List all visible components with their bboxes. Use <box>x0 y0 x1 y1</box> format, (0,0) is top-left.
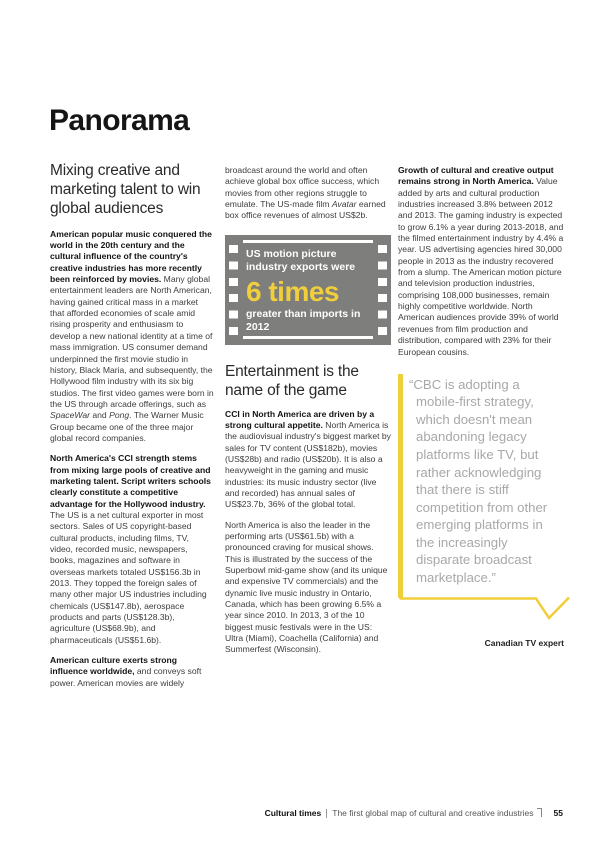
paragraph-soft-power <box>50 655 214 689</box>
footer-divider <box>326 809 327 818</box>
column-left <box>50 162 214 698</box>
pull-quote <box>398 374 564 650</box>
paragraph-us-music <box>50 229 214 445</box>
page-footer <box>50 808 563 818</box>
filmstrip-callout <box>225 235 391 345</box>
paragraph-text: . The Warner Music Group became one of the three major global record companies. <box>50 410 204 443</box>
column-right <box>398 165 564 650</box>
paragraph-lead: American popular music conquered the world in the 20th century and the cultural influence of the country's creative industries has more recently been reinforced by movies. <box>50 228 212 285</box>
paragraph-text: The US is a net cultural exporter in most sectors. Sales of US copyright-based cultural products, including films, TV, video, recorded music, newspapers, books, magazines and software in overseas markets totaled US$156.3b in 2013. They topped the foreign sales of many other major US industries including chemicals (US$147.8b), aerospace products and parts (US$128.3b), agriculture (US$68.9b), and pharmaceuticals (US$51.6b). <box>50 509 207 645</box>
quote-attribution: Canadian TV expert <box>484 638 564 649</box>
italic-title: SpaceWar <box>50 410 90 421</box>
filmstrip-frame-divider-bottom <box>243 336 373 339</box>
paragraph-growth <box>398 165 564 358</box>
paragraph-text: North America is the audiovisual industry's biggest market by sales for TV content (US$182b), movies (US$28b) and radio (US$20b). It is also a heavyweight in the gaming and music industries: its music industry sector (live and recorded) has annual sales of US$23.7b, 36% of the global total. <box>225 419 391 510</box>
paragraph-box-office <box>225 165 391 222</box>
callout-content <box>246 248 376 335</box>
paragraph-lead: North America's CCI strength stems from mixing large pools of creative and marketing talent. Script writers schools clearly constitute a competitive advantage for the Hollywood industry. <box>50 453 211 509</box>
paragraph-text: and conveys soft power. American movies are widely <box>50 666 202 688</box>
column-middle <box>225 165 391 665</box>
section-heading-entertainment: Entertainment is the name of the game <box>225 362 359 399</box>
paragraph-text: Value added by arts and cultural production industries increased 3.8% between 2012 and 2013. The gaming industry is expected to grow 6.1% a year during 2013-2018, and the filmed entertainment industry by 4.4% a year. US advertising agencies hired 30,000 people in 2013 as the industry recovered from a slump. The American motion picture and television production industries, comprising 108,000 businesses, remain highly competitive worldwide. North American audiences provide 39% of world revenues from film production and distribution, compared with 23% for their European cousins. <box>398 176 564 357</box>
callout-line-top: US motion picture industry exports were <box>246 247 356 273</box>
quote-speech-tail <box>398 596 570 622</box>
pull-quote-text: “CBC is adopting a mobile-first strategy, which doesn't mean abandoning legacy platforms like TV, but rather acknowledging that there is stiff competition from other emerging platforms in the increasingly disparate broadcast marketplace.” <box>398 374 564 599</box>
paragraph-performing-arts <box>225 520 391 656</box>
section-heading-mixing-talent: Mixing creative and marketing talent to win global audiences <box>50 162 201 217</box>
footer-subtitle: The first global map of cultural and creative industries <box>332 808 534 818</box>
page-title: Panorama <box>49 104 190 137</box>
paragraph-cci-strength <box>50 453 214 646</box>
page-number: 55 <box>553 808 563 818</box>
paragraph-text: broadcast around the world and often achieve global box office success, which movies from other regions struggle to emulate. The US-made film <box>225 165 380 210</box>
paragraph-text: Many global entertainment leaders are North American, having gained critical mass in a market that afforded economies of scale amid rising prosperity and enthusiasm to develop a new national identity at a time of mass immigration. US consumer demand underpinned the first movie studio in history, Black Maria, and subsequently, the Hollywood film industry with its six big studios. The first video games were born in the US through arcade offerings, such as <box>50 274 214 409</box>
footer-report-title: Cultural times <box>264 808 322 818</box>
paragraph-lead: CCI in North America are driven by a strong cultural appetite. <box>225 408 375 430</box>
paragraph-cultural-appetite <box>225 409 391 511</box>
footer-corner-mark <box>537 808 542 817</box>
italic-title: Pong <box>109 410 130 421</box>
filmstrip-sprocket-holes-left <box>229 245 238 335</box>
filmstrip-sprocket-holes-right <box>378 245 387 335</box>
paragraph-text: and <box>89 410 110 421</box>
paragraph-lead: American culture exerts strong influence worldwide, <box>50 655 178 677</box>
italic-title: Avatar <box>331 199 357 210</box>
callout-line-bottom: greater than imports in 2012 <box>246 308 361 334</box>
callout-key-figure: 6 times <box>246 275 339 307</box>
paragraph-text: earned box office revenues of almost US$2b. <box>225 199 386 221</box>
filmstrip-frame-divider-top <box>243 240 373 243</box>
paragraph-text: North America is also the leader in the performing arts (US$61.5b) with a pronounced craving for musical shows. This is illustrated by the success of the Superbowl mid-game show (and its unique and expensive TV commercials) and the dynamic live music industry in Ontario, Canada, which has been growing 6.5% a year since 2010. In 2013, 3 of the 10 biggest music festivals were in the US: Ultra (Miami), Coachella (California) and Summerfest (Wisconsin). <box>225 519 388 655</box>
paragraph-lead: Growth of cultural and creative output remains strong in North America. <box>398 165 554 187</box>
